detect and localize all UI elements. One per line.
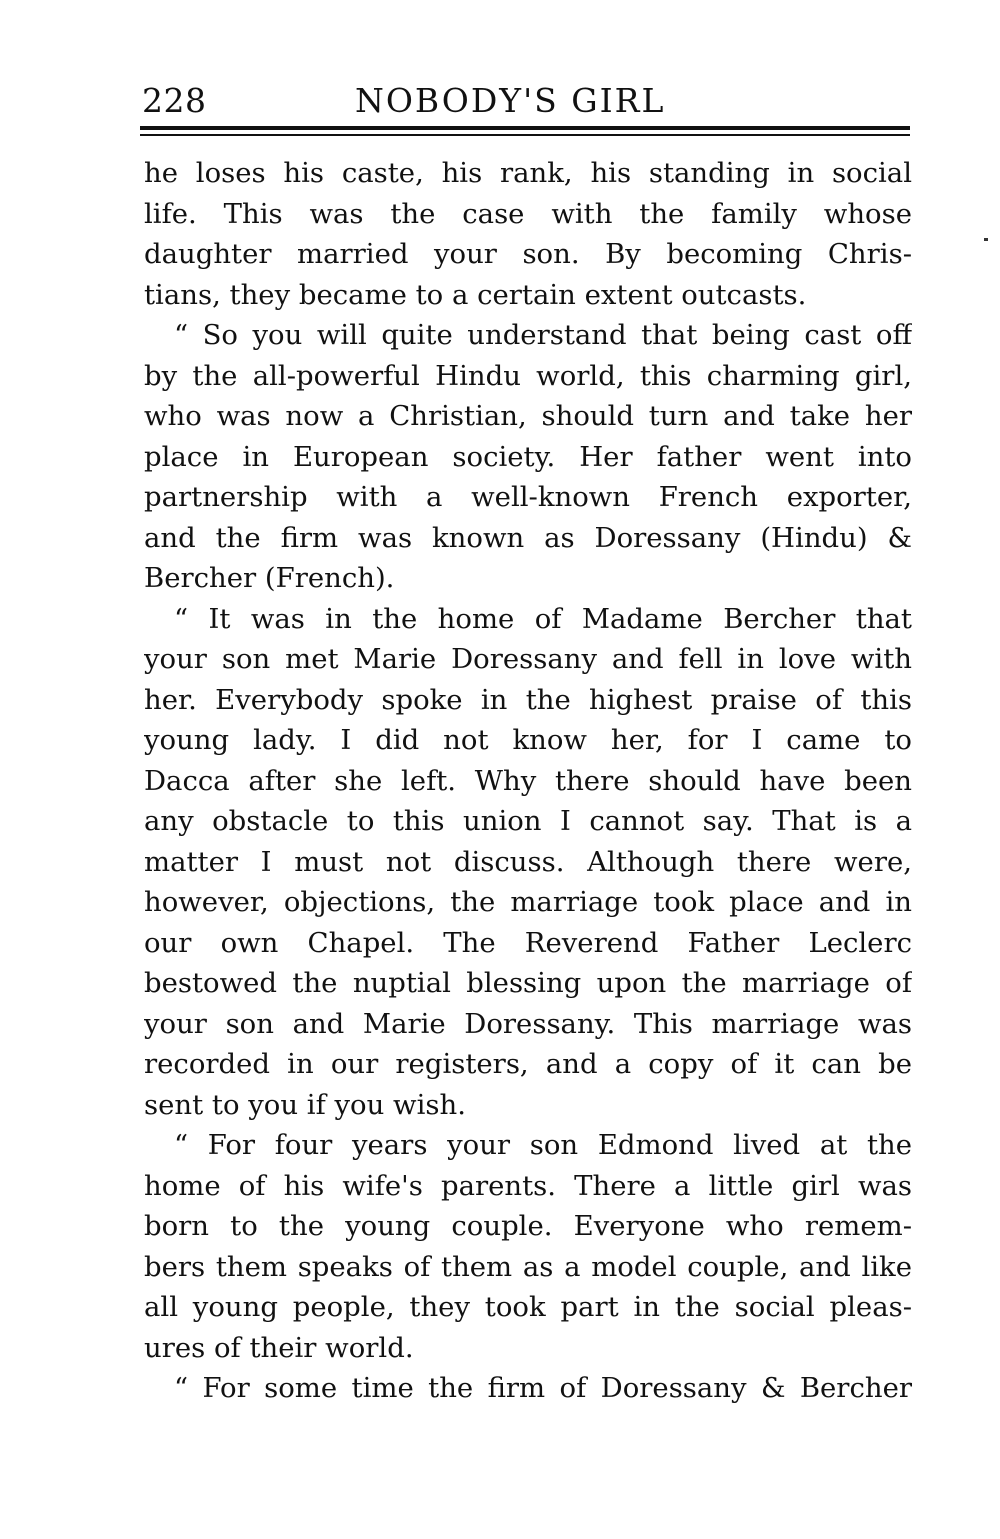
text-line: “ So you will quite understand that being cast off xyxy=(174,319,912,351)
text-line: life. This was the case with the family whose xyxy=(144,197,912,230)
text-line: Bercher (French). xyxy=(144,562,395,594)
text-line: your son and Marie Doressany. This marriage was xyxy=(144,1007,912,1040)
text-line: all young people, they took part in the social pleas- xyxy=(144,1291,912,1323)
text-line: place in European society. Her father went into xyxy=(144,440,912,473)
text-line: he loses his caste, his rank, his standing in social xyxy=(144,157,912,189)
text-line: Dacca after she left. Why there should have been xyxy=(144,764,912,797)
text-line: her. Everybody spoke in the highest praise of this xyxy=(144,683,912,716)
running-title: NOBODY'S GIRL xyxy=(355,81,666,120)
page-header xyxy=(142,78,912,124)
text-line: and the firm was known as Doressany (Hindu) & xyxy=(144,521,912,554)
text-line: our own Chapel. The Reverend Father Leclerc xyxy=(144,926,912,959)
text-line: recorded in our registers, and a copy of it can be xyxy=(144,1048,912,1080)
text-line: partnership with a well-known French exporter, xyxy=(144,481,912,513)
text-line: bestowed the nuptial blessing upon the marriage of xyxy=(144,967,912,999)
text-line: “ It was in the home of Madame Bercher that xyxy=(174,602,912,635)
text-line: born to the young couple. Everyone who remem- xyxy=(144,1210,912,1242)
page-number: 228 xyxy=(142,81,207,120)
text-line: “ For some time the firm of Doressany & Bercher xyxy=(174,1372,912,1404)
text-line: who was now a Christian, should turn and take her xyxy=(144,400,912,432)
text-line: “ For four years your son Edmond lived at the xyxy=(174,1129,912,1161)
text-line: tians, they became to a certain extent outcasts. xyxy=(144,278,807,311)
text-line: sent to you if you wish. xyxy=(144,1088,466,1121)
text-line: any obstacle to this union I cannot say. That is a xyxy=(144,805,912,837)
text-line: young lady. I did not know her, for I came to xyxy=(144,724,912,756)
text-line: by the all-powerful Hindu world, this charming girl, xyxy=(144,359,912,392)
text-line: home of his wife's parents. There a little girl was xyxy=(144,1169,912,1202)
body-text xyxy=(144,153,912,1409)
text-line: matter I must not discuss. Although there were, xyxy=(144,845,912,878)
text-line: ures of their world. xyxy=(144,1331,414,1364)
header-rule-thick xyxy=(140,126,910,130)
text-line: your son met Marie Doressany and fell in love with xyxy=(144,643,912,675)
text-line: daughter married your son. By becoming Chris- xyxy=(144,238,912,270)
text-line: bers them speaks of them as a model couple, and like xyxy=(144,1250,912,1283)
margin-speck xyxy=(984,238,988,241)
text-line: however, objections, the marriage took place and in xyxy=(144,886,912,918)
header-rule-thin xyxy=(140,134,910,136)
